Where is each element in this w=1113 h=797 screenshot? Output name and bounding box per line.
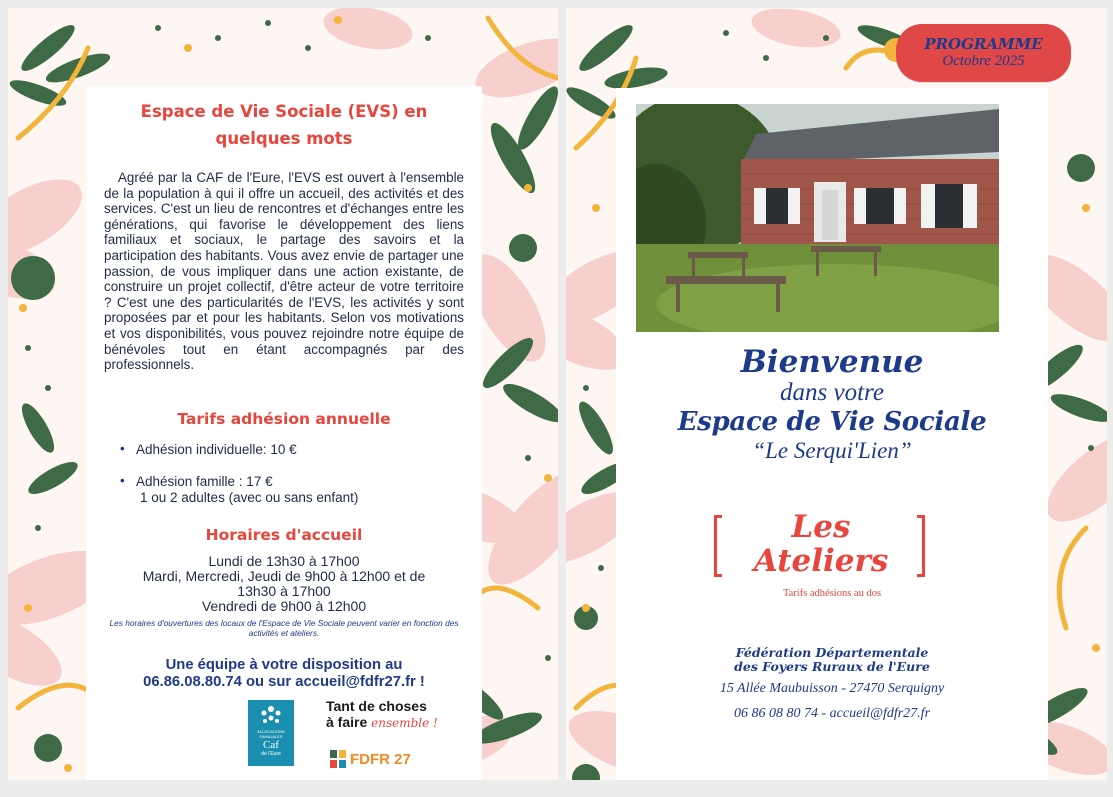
caf-logo (248, 700, 294, 766)
contact-block (86, 657, 482, 691)
tarif-famille-label: Adhésion famille : 17 € (136, 474, 273, 489)
house-photo-icon (636, 104, 999, 332)
contact-line2: 06.86.08.80.74 ou sur accueil@fdfr27.fr ! (143, 674, 425, 690)
welcome-heading (616, 344, 1048, 464)
horaires-title: Horaires d'accueil (205, 526, 363, 544)
tarifs-title: Tarifs adhésion annuelle (177, 410, 391, 428)
horaires-block (98, 554, 470, 614)
right-page (566, 8, 1107, 780)
federation-line1: Fédération Départementale (735, 645, 929, 660)
caf-line2: FAMILIALES (259, 734, 283, 739)
address: 15 Allée Maubuisson - 27470 Serquigny (719, 681, 945, 696)
tarifs-list (118, 442, 458, 516)
bullet-icon: • (120, 473, 125, 488)
phone-email: 06 86 08 80 74 - accueil@fdfr27.fr (733, 706, 931, 721)
dans-votre-subtitle: dans votre (780, 379, 884, 406)
horaires-vendredi: Vendredi de 9h00 à 12h00 (201, 598, 367, 614)
house-photo (636, 104, 999, 332)
caf-brand: Caf (263, 739, 279, 751)
family-icon (258, 704, 284, 724)
programme-month: Octobre 2025 (942, 53, 1025, 69)
horaires-lundi: Lundi de 13h30 à 17h00 (208, 553, 360, 569)
fdfr-label: FDFR 27 (350, 750, 411, 768)
evs-title-line2: quelques mots (215, 129, 353, 148)
fdfr-emblem-icon (330, 750, 346, 768)
tant-de-choses-logo (326, 698, 456, 731)
contact-line1: Une équipe à votre disposition au (165, 657, 403, 673)
bullet-icon: • (120, 441, 125, 456)
tarif-famille (118, 474, 458, 506)
ateliers-block (706, 505, 936, 585)
programme-label: PROGRAMME (924, 35, 1043, 53)
left-page (8, 8, 558, 780)
ensemble-script: ensemble ! (371, 716, 438, 730)
caf-sub: de l'Eure (261, 751, 281, 757)
horaires-mardi-jeudi: Mardi, Mercredi, Jeudi de 9h00 à 12h00 et de (142, 568, 426, 584)
federation-block (616, 646, 1048, 674)
evs-title-line1: Espace de Vie Sociale (EVS) en (140, 102, 428, 121)
horaires-note: Les horaires d'ouvertures des locaux de l'Espace de Vie Sociale peuvent varier en fonction des activités et ateliers. (109, 618, 459, 638)
caf-line1: ALLOCATIONS (257, 729, 285, 734)
evs-title (86, 98, 482, 152)
serqui-lien-subtitle: “Le Serqui'Lien” (752, 438, 912, 463)
tarif-famille-detail: 1 ou 2 adultes (avec ou sans enfant) (140, 490, 359, 505)
horaires-apres-midi: 13h30 à 17h00 (237, 583, 331, 599)
espace-title: Espace de Vie Sociale (677, 407, 987, 437)
programme-badge (896, 24, 1071, 82)
les-title: Les (791, 509, 851, 545)
tarifs-dos-note: Tarifs adhésions au dos (782, 588, 882, 599)
tarif-individuel-label: Adhésion individuelle: 10 € (136, 442, 297, 457)
tarif-individuel (118, 442, 458, 458)
evs-description: Agréé par la CAF de l'Eure, l'EVS est ouvert à l'ensemble de la population à qui il offre un accueil, des activités et des services. C'est un lieu de rencontres et d'échanges entre les générations, qui favorise le développement des liens familiaux et sociaux, le partage des savoirs et la participation des habitants. Vous avez envie de partager une passion, de vous impliquer dans une action existante, de construire un projet collectif, d'être acteur de votre territoire ? C'est une des particularités de l'EVS, les activités y sont proposées par et pour les habitants. Selon vos motivations et vos disponibilités, vous pouvez rejoindre notre équipe de bénévoles tout en étant accompagnés par des professionnels. (104, 170, 464, 373)
federation-line2: des Foyers Ruraux de l'Eure (734, 659, 930, 674)
bienvenue-title: Bienvenue (740, 344, 924, 380)
tant-de-choses-line2: à faire (326, 714, 368, 730)
tant-de-choses-line1: Tant de choses (326, 698, 427, 714)
fdfr-logo (330, 748, 454, 770)
ateliers-title: Ateliers (753, 543, 889, 579)
